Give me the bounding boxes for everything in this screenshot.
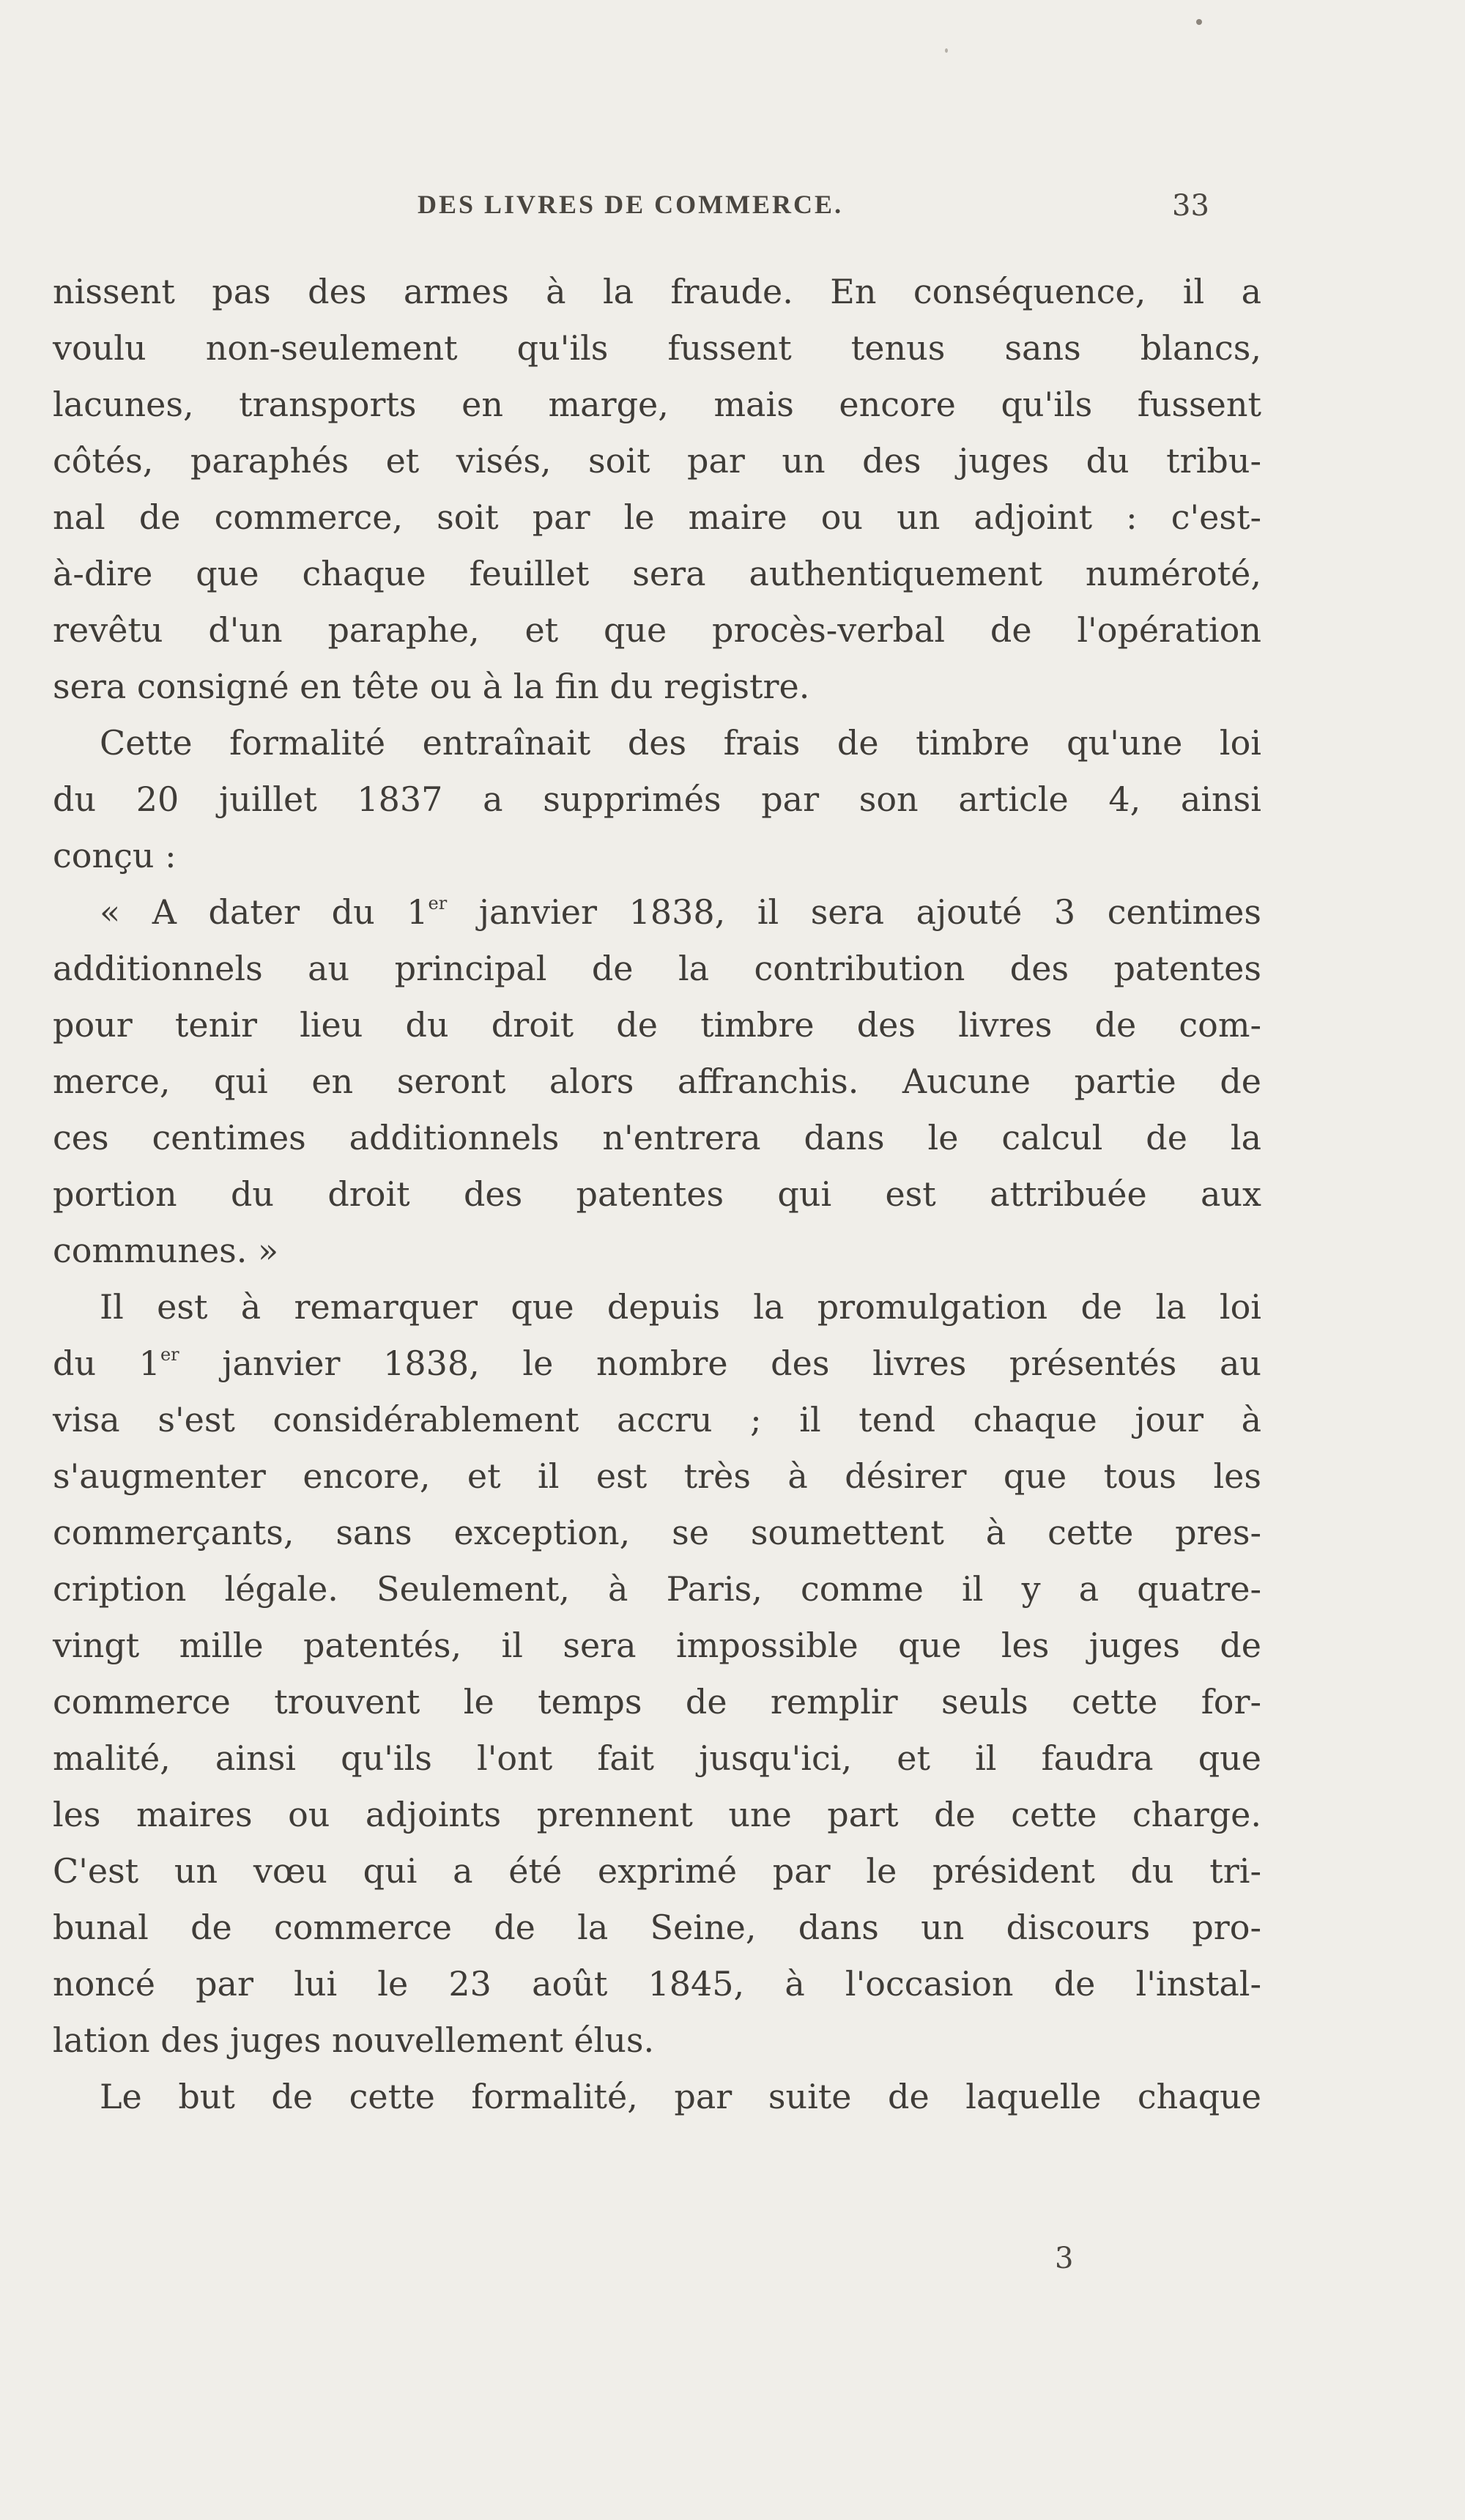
text-line: commerce trouvent le temps de remplir seuls cette for- — [53, 1682, 1261, 1722]
text-line — [53, 1335, 1261, 1392]
text-line: noncé par lui le 23 août 1845, à l'occasion de l'instal- — [53, 1964, 1261, 2004]
paper-speck — [945, 48, 948, 53]
line-start: « A dater du 1 — [100, 892, 429, 932]
superscript-er: er — [160, 1344, 179, 1365]
text-line: côtés, paraphés et visés, soit par un des juges du tribu- — [53, 441, 1261, 481]
text-line: vingt mille patentés, il sera impossible que les juges de — [53, 1626, 1261, 1665]
page-number: 33 — [1172, 189, 1209, 223]
text-line: merce, qui en seront alors affranchis. Aucune partie de — [53, 1061, 1261, 1101]
line-rest: janvier 1838, il sera ajouté 3 centimes — [447, 892, 1261, 932]
text-line: revêtu d'un paraphe, et que procès-verbal de l'opération — [53, 610, 1261, 650]
text-line: lation des juges nouvellement élus. — [53, 2020, 655, 2060]
text-line: Il est à remarquer que depuis la promulgation de la loi — [100, 1287, 1261, 1327]
text-line: les maires ou adjoints prennent une part de cette charge. — [53, 1795, 1261, 1834]
text-line: du 20 juillet 1837 a supprimés par son article 4, ainsi — [53, 779, 1261, 819]
text-line: cription légale. Seulement, à Paris, comme il y a quatre- — [53, 1569, 1261, 1609]
paper-speck — [1196, 19, 1202, 25]
text-line: sera consigné en tête ou à la fin du registre. — [53, 667, 810, 706]
text-line: visa s'est considérablement accru ; il tend chaque jour à — [53, 1400, 1261, 1439]
text-line: C'est un vœu qui a été exprimé par le président du tri- — [53, 1851, 1261, 1891]
text-line: portion du droit des patentes qui est attribuée aux — [53, 1174, 1261, 1214]
running-head — [0, 189, 1465, 233]
text-line: commerçants, sans exception, se soumettent à cette pres- — [53, 1513, 1261, 1552]
text-line: Le but de cette formalité, par suite de laquelle chaque — [100, 2077, 1261, 2116]
text-line: s'augmenter encore, et il est très à désirer que tous les — [53, 1456, 1261, 1496]
body-text — [53, 264, 1261, 2125]
text-line: lacunes, transports en marge, mais encore qu'ils fussent — [53, 385, 1261, 424]
signature-mark: 3 — [1055, 2242, 1074, 2275]
text-line: nal de commerce, soit par le maire ou un adjoint : c'est- — [53, 497, 1261, 537]
text-line: conçu : — [53, 836, 177, 875]
text-line: malité, ainsi qu'ils l'ont fait jusqu'ici, et il faudra que — [53, 1738, 1261, 1778]
text-line: additionnels au principal de la contribution des patentes — [53, 949, 1261, 988]
text-line: à-dire que chaque feuillet sera authentiquement numéroté, — [53, 554, 1261, 593]
text-line: ces centimes additionnels n'entrera dans le calcul de la — [53, 1118, 1261, 1157]
text-line: Cette formalité entraînait des frais de timbre qu'une loi — [100, 723, 1261, 763]
superscript-er: er — [428, 893, 448, 914]
text-line — [53, 884, 1261, 941]
text-line: nissent pas des armes à la fraude. En conséquence, il a — [53, 272, 1261, 311]
text-line: pour tenir lieu du droit de timbre des livres de com- — [53, 1005, 1261, 1045]
line-start: du 1 — [53, 1344, 160, 1383]
text-line: voulu non-seulement qu'ils fussent tenus sans blancs, — [53, 328, 1261, 368]
line-rest: janvier 1838, le nombre des livres présentés au — [179, 1344, 1262, 1383]
running-title: DES LIVRES DE COMMERCE. — [418, 190, 844, 219]
text-line: communes. » — [53, 1231, 279, 1270]
text-line: bunal de commerce de la Seine, dans un discours pro- — [53, 1908, 1261, 1947]
